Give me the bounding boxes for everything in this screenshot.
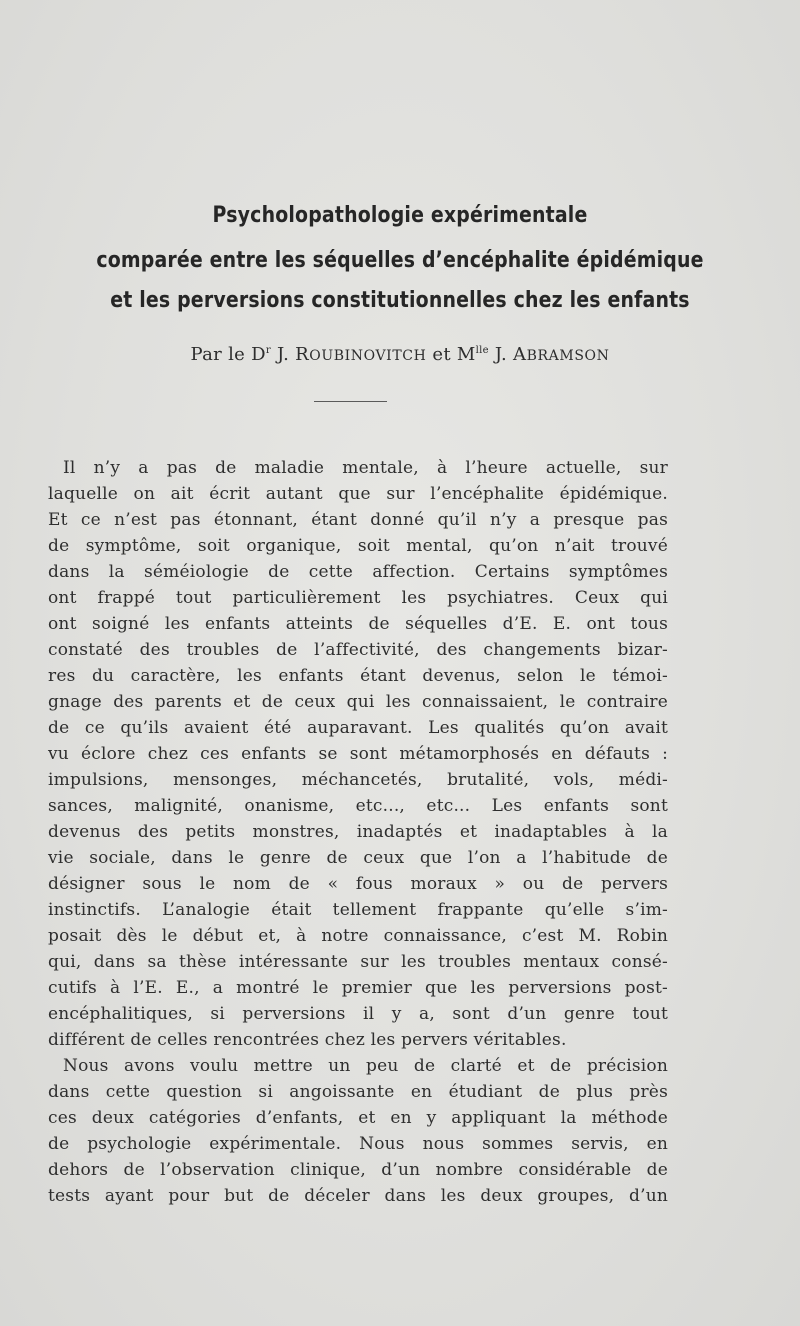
text-line: différent de celles rencontrées chez les pervers véritables. (48, 1030, 567, 1050)
text-line: posait dès le début et, à notre connaissance, c’est M. Robin (48, 926, 668, 946)
text-line: vie sociale, dans le genre de ceux que l’on a l’habitude de (48, 848, 668, 868)
article-title-line-2: comparée entre les séquelles d’encéphalite épidémique (96, 248, 704, 273)
text-line: Il n’y a pas de maladie mentale, à l’heure actuelle, sur (63, 458, 668, 478)
text-line: Et ce n’est pas étonnant, étant donné qu’il n’y a presque pas (48, 510, 668, 530)
text-line: dehors de l’observation clinique, d’un nombre considérable de (48, 1160, 668, 1180)
text-line: dans cette question si angoissante en étudiant de plus près (48, 1082, 668, 1102)
text-line: instinctifs. L’analogie était tellement frappante qu’elle s’im- (48, 900, 668, 920)
title-separator-rule (314, 401, 387, 402)
article-title-line-1: Psycholopathologie expérimentale (212, 203, 588, 228)
text-line: laquelle on ait écrit autant que sur l’encéphalite épidémique. (48, 484, 668, 504)
author2-initial: J. (488, 344, 514, 365)
author1-initial: J. (270, 344, 296, 365)
byline (0, 344, 800, 365)
text-line: sances, malignité, onanisme, etc..., etc... Les enfants sont (48, 796, 668, 816)
author1-name: ROUBINOVITCH (295, 344, 427, 365)
text-line: constaté des troubles de l’affectivité, des changements bizar- (48, 640, 668, 660)
byline-prefix: Par le D (190, 344, 266, 365)
text-line: qui, dans sa thèse intéressante sur les troubles mentaux consé- (48, 952, 668, 972)
text-line: cutifs à l’E. E., a montré le premier que les perversions post- (48, 978, 668, 998)
author2-name: ABRAMSON (513, 344, 610, 365)
text-line: gnage des parents et de ceux qui les connaissaient, le contraire (48, 692, 668, 712)
text-line: ont frappé tout particulièrement les psychiatres. Ceux qui (48, 588, 668, 608)
text-line: de symptôme, soit organique, soit mental, qu’on n’ait trouvé (48, 536, 668, 556)
text-line: res du caractère, les enfants étant devenus, selon le témoi- (48, 666, 668, 686)
byline-mlle-superscript: lle (475, 345, 489, 356)
text-line: tests ayant pour but de déceler dans les deux groupes, d’un (48, 1186, 668, 1206)
text-line: ces deux catégories d’enfants, et en y appliquant la méthode (48, 1108, 668, 1128)
byline-conjunction: et M (426, 344, 476, 365)
text-line: devenus des petits monstres, inadaptés et inadaptables à la (48, 822, 668, 842)
text-line: impulsions, mensonges, méchancetés, brutalité, vols, médi- (48, 770, 668, 790)
text-line: Nous avons voulu mettre un peu de clarté et de précision (63, 1056, 668, 1076)
text-line: de ce qu’ils avaient été auparavant. Les qualités qu’on avait (48, 718, 668, 738)
text-line: ont soigné les enfants atteints de séquelles d’E. E. ont tous (48, 614, 668, 634)
article-title-line-3: et les perversions constitutionnelles chez les enfants (110, 288, 690, 313)
text-line: désigner sous le nom de « fous moraux » ou de pervers (48, 874, 668, 894)
text-line: dans la séméiologie de cette affection. Certains symptômes (48, 562, 668, 582)
text-line: encéphalitiques, si perversions il y a, sont d’un genre tout (48, 1004, 668, 1024)
text-line: de psychologie expérimentale. Nous nous sommes servis, en (48, 1134, 668, 1154)
byline-dr-superscript: r (265, 345, 271, 356)
text-line: vu éclore chez ces enfants se sont métamorphosés en défauts : (48, 744, 668, 764)
